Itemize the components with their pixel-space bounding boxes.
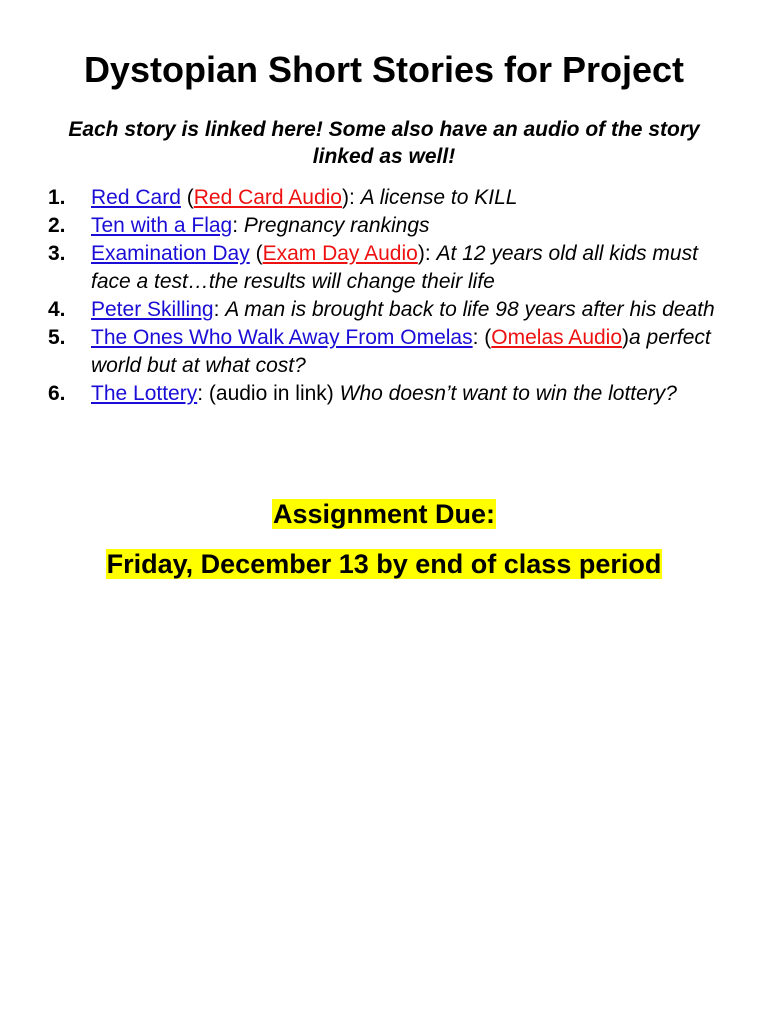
list-item: [48, 380, 738, 408]
story-description: A man is brought back to life 98 years after his death: [225, 298, 715, 321]
list-item: [48, 296, 738, 324]
highlight: Assignment Due:: [272, 499, 496, 529]
item-punctuation: ): [622, 326, 630, 349]
item-number: 6.: [48, 382, 66, 405]
highlight: Friday, December 13 by end of class period: [106, 549, 662, 579]
story-description: A license to KILL: [360, 186, 518, 209]
audio-link-omelas[interactable]: Omelas Audio: [491, 326, 623, 349]
item-punctuation: (: [249, 242, 263, 265]
assignment-due-label: [0, 496, 768, 532]
item-punctuation: :: [213, 298, 226, 321]
item-punctuation: : (audio in link): [197, 382, 340, 405]
list-item: [48, 324, 738, 380]
assignment-due-date: [0, 545, 768, 583]
audio-link-red-card[interactable]: Red Card Audio: [193, 186, 342, 209]
item-number: 3.: [48, 242, 66, 265]
story-description: a perfect world but at what cost?: [91, 326, 711, 377]
item-punctuation: : (: [472, 326, 492, 349]
story-description: Who doesn’t want to win the lottery?: [339, 382, 677, 405]
item-punctuation: ):: [417, 242, 437, 265]
item-punctuation: (: [180, 186, 194, 209]
story-link-ten-with-a-flag[interactable]: Ten with a Flag: [91, 214, 233, 237]
page-title: Dystopian Short Stories for Project: [83, 49, 685, 90]
item-number: 5.: [48, 326, 66, 349]
story-link-omelas[interactable]: The Ones Who Walk Away From Omelas: [91, 326, 473, 349]
story-list: [48, 184, 738, 408]
story-link-examination-day[interactable]: Examination Day: [91, 242, 250, 265]
audio-link-exam-day[interactable]: Exam Day Audio: [262, 242, 418, 265]
story-link-the-lottery[interactable]: The Lottery: [91, 382, 198, 405]
item-number: 1.: [48, 186, 66, 209]
story-description: At 12 years old all kids must face a test…the results will change their life: [91, 242, 698, 293]
item-number: 4.: [48, 298, 66, 321]
item-number: 2.: [48, 214, 66, 237]
story-description: Pregnancy rankings: [243, 214, 430, 237]
list-item: [48, 212, 738, 240]
item-punctuation: ):: [341, 186, 361, 209]
list-item: [48, 240, 738, 296]
story-link-red-card[interactable]: Red Card: [91, 186, 181, 209]
page-subtitle: Each story is linked here! Some also have an audio of the story linked as well!: [68, 118, 700, 168]
item-punctuation: :: [232, 214, 244, 237]
story-link-peter-skilling[interactable]: Peter Skilling: [91, 298, 214, 321]
list-item: [48, 184, 738, 212]
